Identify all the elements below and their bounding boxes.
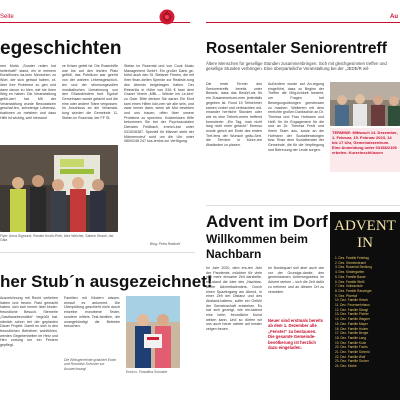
advent-calendar-item: 7. Dez. Volksschule (335, 284, 363, 289)
group-photo-caption: Flyer, Anna Sigmund, Renate Knoth-Pertl, Alex Welcher, Sabine Straub, der Gala (0, 234, 114, 243)
seniors-photo (330, 82, 400, 126)
advent-calendar-item: 17. Dez. Familie Berger (335, 331, 369, 336)
advent-calendar-item: 16. Dez. Familie Holzer (335, 326, 369, 331)
group-photo (0, 145, 118, 232)
article-4-divider (206, 205, 400, 206)
advent-calendar-item: 4. Dez. Kindergarten (335, 270, 365, 275)
advent-calendar-item: 22. Dez. Familie Wolf (335, 354, 366, 359)
article-4-title: Advent im Dorf (206, 212, 328, 231)
article-3-column-1: Die erste Termin des Seniorentreffs bereits unter Beweis, dass das Bedürf-nis für ein Zusammenkom-men jedenfalls gegeben ist. Rund 15 Teilnehmer kamen vorbei und verbrachten mit-einander herrliche Stunden oder wie es eine Teilneh-merin treffend formulierte: „Ein Tag, man nicht lang nicht mehr gelacht.“ Ebenso wurde gleich am Ende des ersten Tref-fens der Wunsch geäu-ßert, die Termine in kürze-ren Abständen zu planen. (206, 82, 262, 148)
rose-logo-icon (158, 8, 176, 26)
award-photo-image (126, 296, 180, 368)
advent-calendar-panel (330, 212, 400, 400)
article-1-column-2: ve Krisen gefeit ist. Die Rosenhilfe war bis auf den letzten Platz gefüllt, das Publikum war geehrt von der wahren Lebensgeschich-ten und der stimmungsvollen musikalischen Umrahmung von den Glücksbindern fruit. Egoist! Gemeinsam wurde gelacht und die eine oder andere Träne vergossen. Im Anschluss an die Veranstal-tung wurden die Gemeinde 11, Stefan im Rosental, der FF St. (62, 64, 118, 120)
advent-calendar-item: 20. Dez. Familie Fuchs (335, 345, 368, 350)
article-1-title: egeschichten (0, 38, 122, 59)
award-photo (126, 296, 180, 368)
group-photo-image (0, 145, 118, 232)
advent-calendar-item: 18. Dez. Familie Lang (335, 335, 367, 340)
left-header-rule (0, 22, 190, 23)
advent-calendar-item: 14. Dez. Familie Wagner (335, 317, 370, 322)
advent-calendar-list (330, 252, 400, 373)
advent-calendar-item: 9. Dez. Pfarrhof (335, 293, 358, 298)
advent-calendar-item: 10. Dez. Familie Hirsch (335, 298, 368, 303)
advent-calendar-item: 13. Dez. Familie Pichler (335, 312, 369, 317)
article-2-divider (0, 252, 195, 253)
article-1-column-1: rem Motto „Sonder reden bst heiterhaft!“ stand, ein le meinem Kunstlinnen ka-inen Menschen zu Wort, der sich getraut haben, of-über ihre Probleme zu gen und dann davon zu hlen, wie sie ihren Weg en haben. Die Veranstaltung geför-dert hat. Mit der Veranstaltung wurde Bewusstsein geschaf-fen, schwierige Lebenssi-tuationen zu meistern und dass Hilfe ist wichtig, weil niemand (0, 64, 56, 120)
right-page-header: Au (390, 14, 398, 20)
article-2-column-2: Familien mit Kindern wissen, worauf es ankommt. Die Überprüfung geschieht nicht durch einzelne erworbene Tester, sondern mittels Test-familien, die unangekündigt die Betriebe besuchen. (64, 296, 120, 329)
article-1-credit: Blog: Petra Radkohl (150, 242, 181, 246)
advent-calendar-item: 21. Dez. Familie Schmid (335, 350, 370, 355)
advent-calendar-item: 3. Dez. Rosental Siedlung (335, 265, 372, 270)
advent-calendar-item: 19. Dez. Familie Koch (335, 340, 367, 345)
advent-calendar-title: ADVENT IN (334, 218, 396, 251)
article-2-column-1: Auszeichnung mit Recht verliehen haben und freuen. Rast gemacht haben. sich sich immer über kinder-freundliche Besuch. Sternerle „Gasthausfreundlich“ begrüßt hat, nämlich schon bei der geplanten Dauer Projekt. Damit es sich in den freundlichen Betrieben wohlfühlen, werden Gegebenheiten im Herz und Hirn vorsorg um ein Festern gepflegt. (0, 296, 58, 348)
advent-calendar-item: 5. Dez. Familie Bauer (335, 274, 366, 279)
award-photo-credit: Erwin u. Roswitha Schuster (126, 370, 168, 374)
seniors-photo-image (330, 82, 400, 126)
advent-calendar-item: 2. Dez. Gemeindeamt (335, 260, 367, 265)
right-header-rule (206, 22, 400, 23)
left-page-header: Seite (0, 14, 14, 20)
advent-calendar-item: 15. Dez. Familie Mayer (335, 321, 368, 326)
award-photo-caption: Die Wirtsgemeinde gratuliert Erwin und Roswitha Schuster zur Auszeichnung! (64, 358, 117, 371)
advent-calendar-item: 11. Dez. Feuerwehrhaus (335, 303, 370, 308)
article-4-column-1: Im Jahr 2020, dem ers-ten Jahr der Pandemie, möchten für viele von mehr einsame Zeit darstellte, ent-stand die Idee des „Nachbar-dorfer Adventkalenders. Durch einen Spaziergang am Abend, in einer Zeit der Distanz und des Abstand-haltens, sollte ein Gefühl der Gemeinschaft entstehen. Es hat sich gezeigt, wie ein-ladend eine helle, freundliche Kunst wirken kann. Und so dürfen wir uns auch heuer wieder auf kreativ zeigen freuen. (206, 266, 262, 332)
article-4-subtitle: Willkommen beim Nachbarn (206, 232, 308, 261)
article-3-column-2: Außerdem wurde auf An-regung eingeführt, dass zu Beginn der Treffen die Mög-lichkeit besteht, um Fragen bei Bewegungsübungen gemeinsam zu machen. Weiterem mit dem erreichte großen Dankschön an Dr. Theresa und Frau Hofmann und Heiß für ihr Engagement für die und an Dr. Theresa Fredl und ihrem Team aus, sowie an die Hofmann der Sozialberatungen bzw. Rose dem Sozialberater der Gemeinde, die für die Verpflegung und Betreuung der Leute sorgen. (268, 82, 324, 152)
advent-calendar-item: 12. Dez. Familie Stangl (335, 307, 368, 312)
advent-calendar-item: 1. Dez. Familie Feiertag (335, 256, 369, 260)
article-3-lede: Ältere Menschen für gesellige Stunden zusammenbringen. Sich mit gleichgesinnten treffen und gesellige Stunden verbringen. Eine überparteiliche Veranstaltung bei der „JEDE/R wil- (206, 61, 387, 72)
advent-calendar-item: 23. Dez. Familie Gruber (335, 359, 369, 364)
advent-calendar-item: 24. Dez. Kirche (335, 364, 357, 369)
article-4-column-2: Im Nordequart soll aber auch wie vor der Grundge-danke, des gemeinsamen Unterwegsseins im Advent stehen – sich die Zeit dafür zu nehmen und an diesem Ort zu verweilen. (268, 266, 324, 294)
advent-calendar-item: 6. Dez. Familie Weiß (335, 279, 365, 284)
advent-calendar-item: 8. Dez. Familie Ranzinger (335, 288, 372, 293)
article-3-title: Rosentaler Seniorentreff (206, 40, 387, 57)
article-2-title: her Stub´n ausgezeichnet! (0, 272, 213, 291)
article-1-column-3: Stefan im Rosental und von Cook Music Management GmbH. Ein großer Dank ge-bührt auch den St. Stefaner Firmen, die mit ihrer finan-ziellen Spende zur Realisie-rung des Abends beigetragen haben. Der Reinerlös in Höhe von 516 € kam dem Grazer Verein „MBL – Wieder ins Le-ben“ zu Gute. Bitte denken Sie daran: Ein Kind kam einen Hilfen kön-nen wir alle sein, und zwar immer dann, wenn wir Mut bewirken und uns trauen, offen über unsere Probleme zu sprechen. Kostenlosen Hilfe bekommen Sie bei der Psychosozialen Diensten Feldbach, erreich-bar unter 03152/6387. Speziell für Männer steht der Männernotruf rund um die Uhr unter 0800/246 247 kos-tenlos zur Verfügung. (124, 64, 194, 144)
advent-highlight-box: Neuer sind erstmals bereits ab dem 1. Dezember alle „Fenster“ zu bestaunen. Die gesamte Gemeinde-bevölkerung ist herzlich dazu eingeladen. (268, 318, 323, 351)
seniors-dates-box: TERMINE: Mittwoch 14. Dezember, 1. Februar, 15. Februar 2023, 14 bis 17 Uhr, Gemeindezentrum. Eine Anmeldung unter 03158/2105 erbeten. Kurzeinschlüssen (330, 128, 400, 172)
